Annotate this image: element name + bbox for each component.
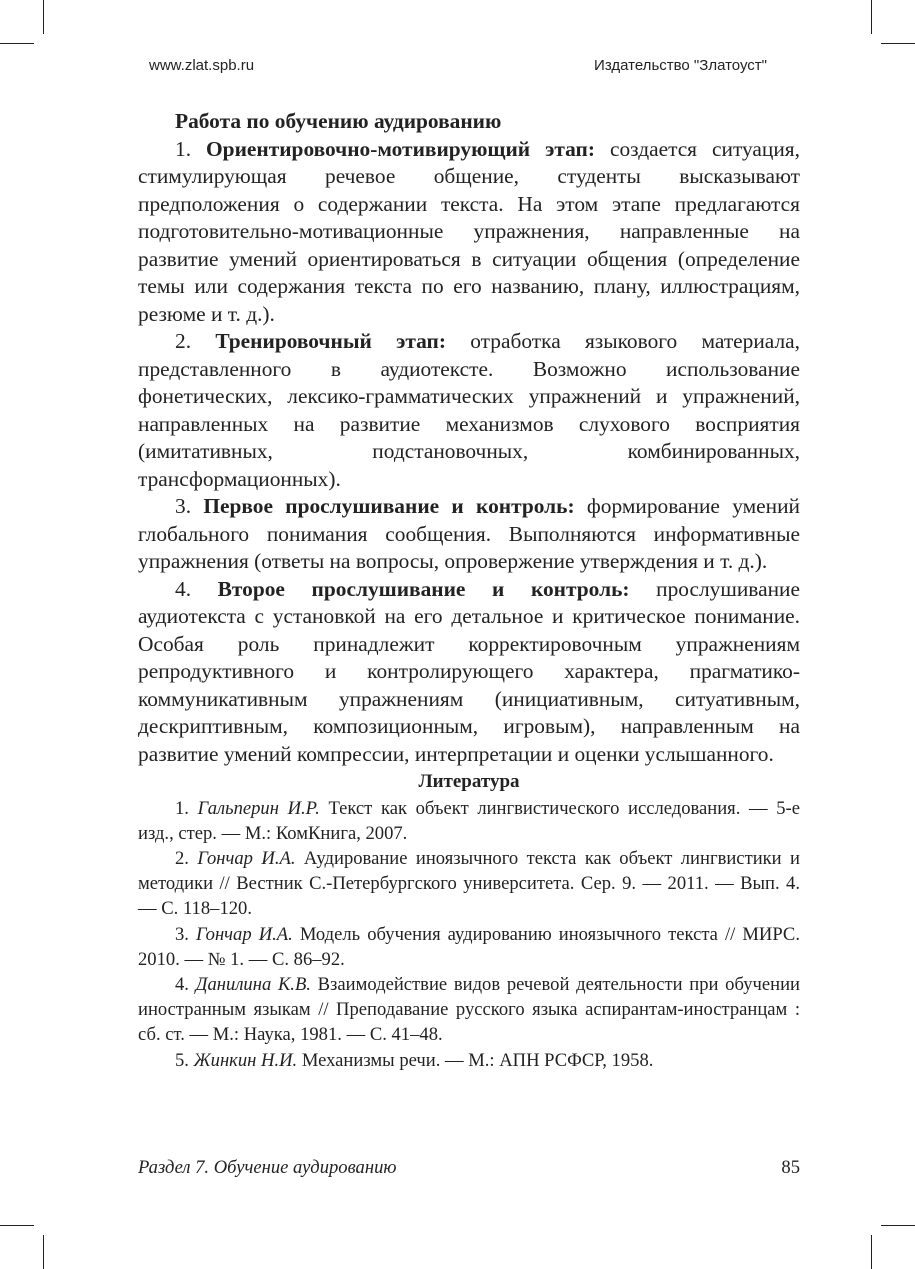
reference-number: 3.: [175, 923, 189, 945]
page-content: [138, 108, 800, 1073]
stage-paragraph: [138, 328, 800, 493]
stage-text: создается ситуация, стимулирующая речевое общение, студенты высказывают предположения о содержании текста. На этом этапе предлагаются подготовительно-мотивационные упражнения, направленные на развитие умений ориентироваться в ситуации общения (определение темы или содержания текста по его названию, плану, иллюстрациям, резюме и т. д.).: [138, 136, 800, 326]
crop-mark: [881, 1225, 915, 1226]
stage-text: формирование умений глобального понимания сообщения. Выполняются информативные упражнения (ответы на вопросы, опровержение утверждения и т. д.).: [138, 494, 800, 573]
crop-mark: [871, 0, 872, 34]
reference-text: Взаимодействие видов речевой деятельности при обучении иностранным языкам // Преподавание русского языка аспирантам-иностранцам : сб. ст. — М.: Наука, 1981. — С. 41–48.: [138, 973, 800, 1046]
stage-name: Первое прослушивание и контроль:: [203, 494, 575, 518]
reference-item: [138, 796, 800, 846]
header-url[interactable]: www.zlat.spb.ru: [149, 57, 255, 74]
literature-title: Литература: [418, 771, 520, 792]
reference-item: [138, 972, 800, 1048]
reference-number: 5.: [175, 1049, 189, 1071]
reference-text: Аудирование иноязычного текста как объект лингвистики и методики // Вестник С.-Петербургского университета. Сер. 9. — 2011. — Вып. 4. — С. 118–120.: [138, 847, 800, 920]
reference-author: Гончар И.А.: [197, 847, 296, 869]
crop-mark: [0, 1225, 34, 1226]
crop-mark: [881, 43, 915, 44]
reference-number: 1.: [175, 797, 189, 819]
stage-text: отработка языкового материала, представленного в аудиотексте. Возможно использование фонетических, лексико-грамматических упражнений и упражнений, направленных на развитие механизмов слухового восприятия (имитативных, подстановочных, комбинированных, трансформационных).: [138, 329, 800, 491]
stage-paragraph: [138, 136, 800, 329]
stage-paragraph: [138, 576, 800, 769]
reference-item: [138, 846, 800, 922]
reference-text: Модель обучения аудированию иноязычного текста // МИРС. 2010. — № 1. — С. 86–92.: [138, 923, 800, 970]
reference-author: Жинкин Н.И.: [193, 1049, 298, 1071]
stage-number: 1.: [175, 136, 192, 161]
reference-text: Механизмы речи. — М.: АПН РСФСР, 1958.: [297, 1049, 654, 1071]
reference-number: 4.: [175, 973, 189, 995]
stage-number: 4.: [175, 576, 192, 601]
stage-number: 2.: [175, 329, 192, 353]
reference-author: Гончар И.А.: [196, 923, 293, 945]
page-header: [149, 57, 767, 79]
page-number: 85: [781, 1157, 800, 1178]
stage-text: прослушивание аудиотекста с установкой на его детальное и критическое понимание. Особая роль принадлежит корректировочным упражнениям репродуктивного и контролирующего характера, прагматико-коммуникативным упражнениям (инициативным, ситуативным, дескриптивным, композиционным, игровым), направленным на развитие умений компрессии, интерпретации и оценки услышанного.: [138, 576, 800, 766]
stage-name: Тренировочный этап:: [215, 329, 446, 353]
stage-number: 3.: [175, 494, 192, 518]
footer-section: Раздел 7. Обучение аудированию: [138, 1157, 397, 1178]
reference-author: Гальперин И.Р.: [197, 797, 320, 819]
header-publisher: Издательство "Златоуст": [594, 57, 767, 74]
page-footer: [138, 1157, 800, 1181]
reference-author: Данилина К.В.: [195, 973, 311, 995]
crop-mark: [871, 1235, 872, 1269]
reference-number: 2.: [175, 847, 189, 869]
crop-mark: [43, 1235, 44, 1269]
stage-paragraph: [138, 493, 800, 576]
section-title: Работа по обучению аудированию: [175, 109, 502, 133]
reference-list: [138, 796, 800, 1073]
stage-name: Ориентировочно-мотивирующий этап:: [206, 136, 595, 161]
reference-text: Текст как объект лингвистического исследования. — 5-е изд., стер. — М.: КомКнига, 2007.: [138, 797, 800, 844]
reference-item: [138, 922, 800, 972]
crop-mark: [0, 43, 34, 44]
crop-mark: [43, 0, 44, 34]
stage-name: Второе прослушивание и контроль:: [217, 576, 630, 601]
reference-item: [138, 1048, 800, 1073]
